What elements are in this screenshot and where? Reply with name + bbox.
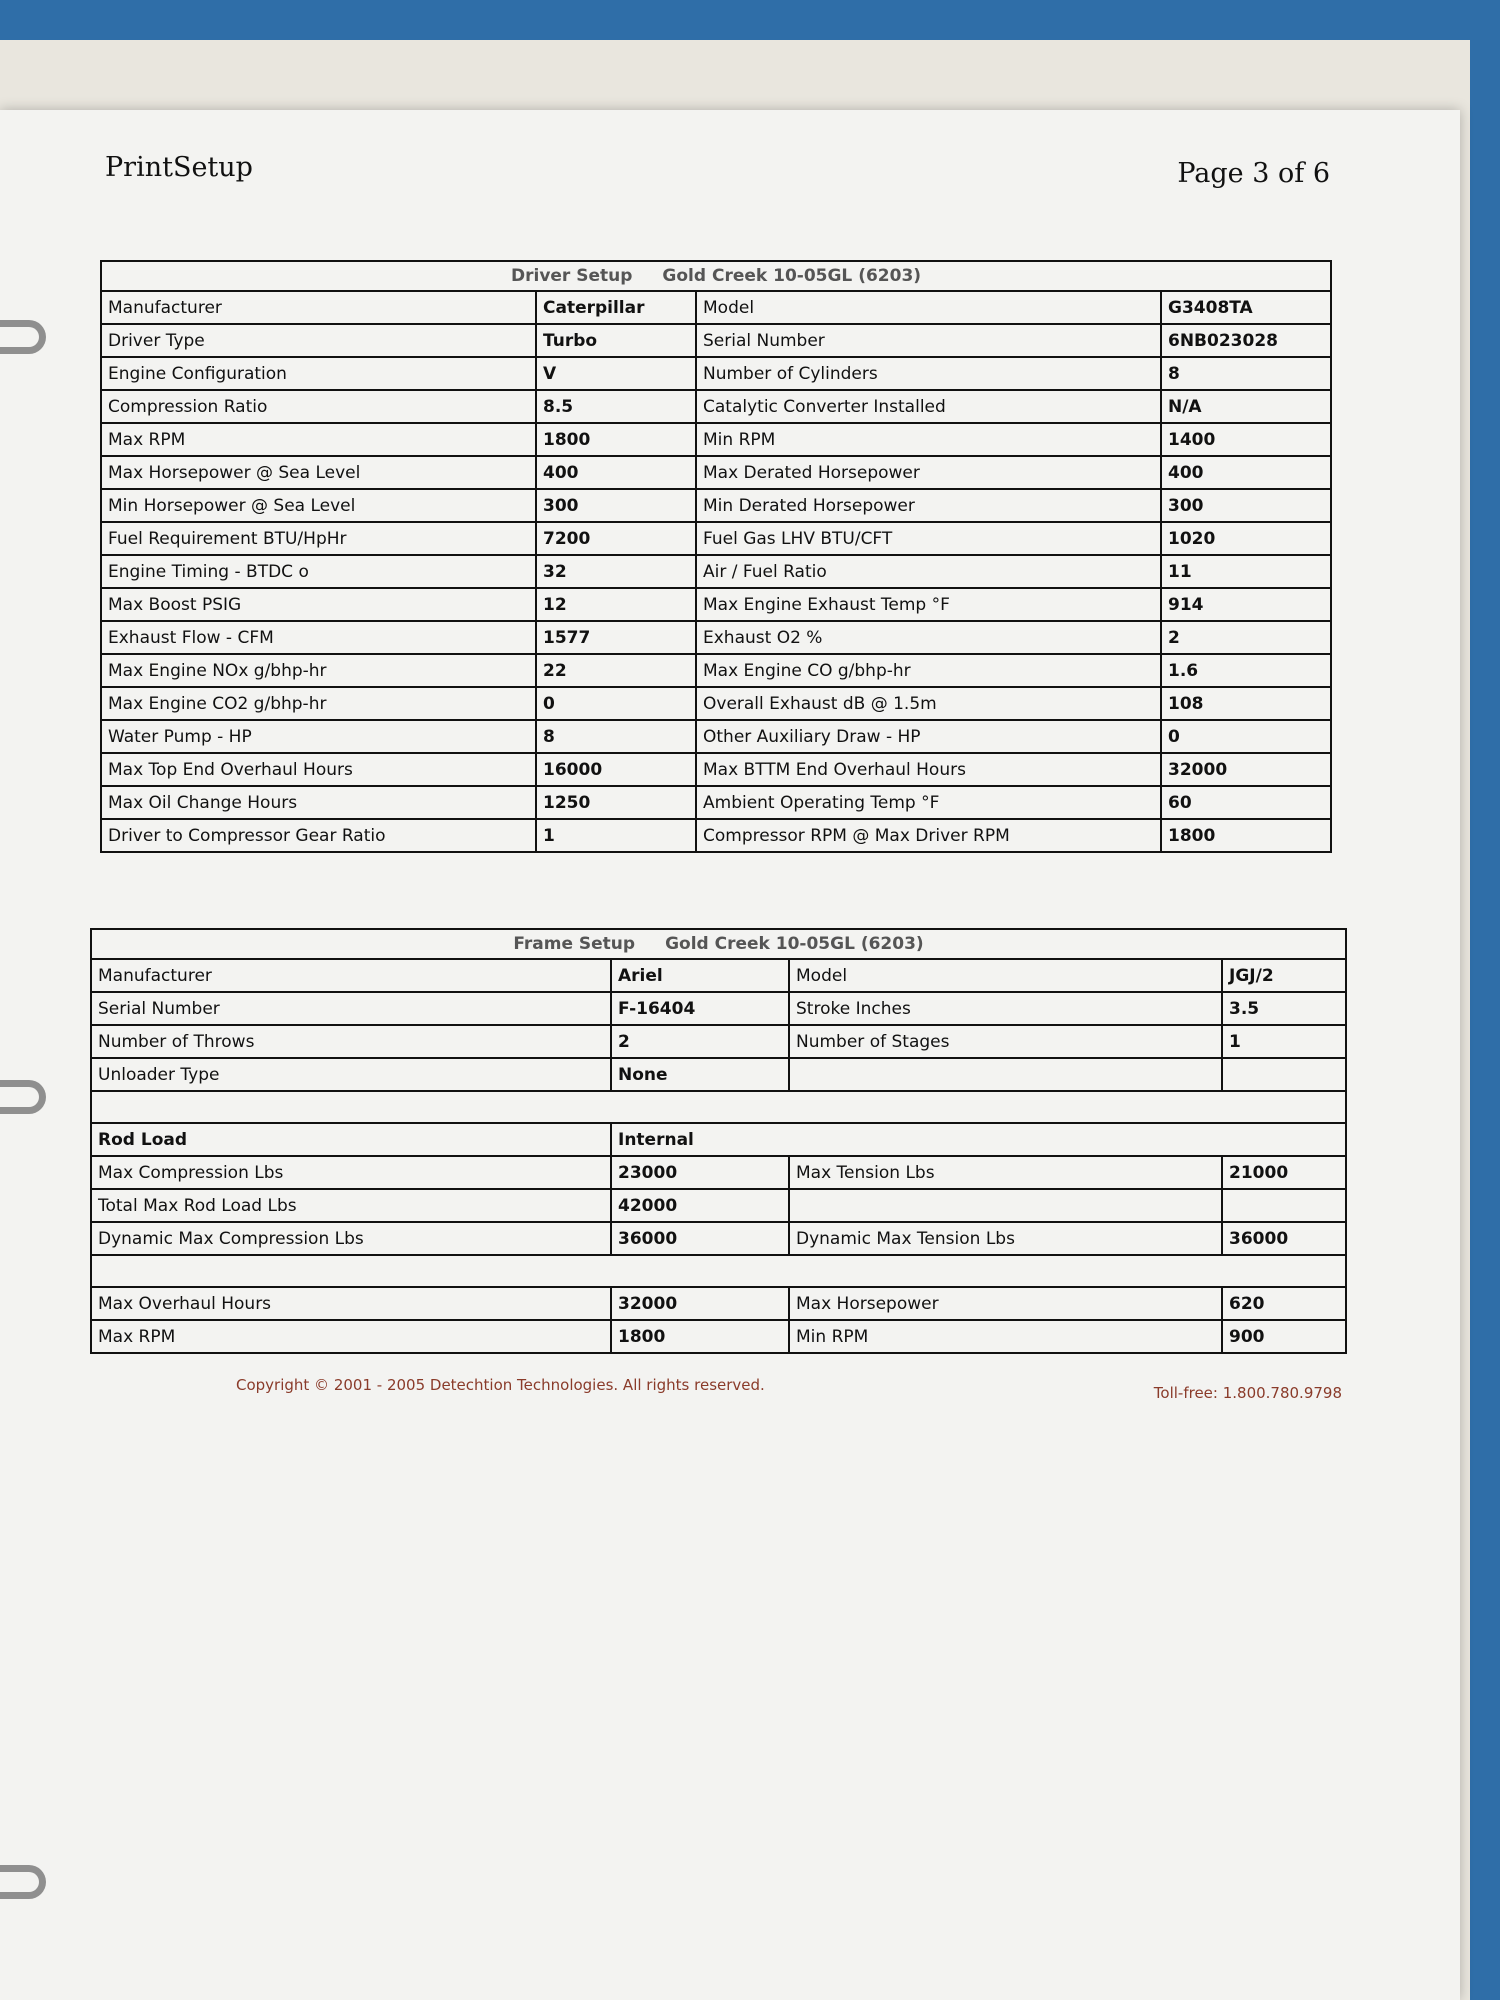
- table-row: [101, 555, 1331, 588]
- table-row: [91, 1287, 1346, 1320]
- table-row: [91, 1025, 1346, 1058]
- field-value: 108: [1161, 687, 1331, 720]
- field-label: Max BTTM End Overhaul Hours: [696, 753, 1161, 786]
- field-value: 16000: [536, 753, 696, 786]
- field-value: 11: [1161, 555, 1331, 588]
- field-value: 1.6: [1161, 654, 1331, 687]
- field-value: 32000: [1161, 753, 1331, 786]
- table-row: [91, 1189, 1346, 1222]
- table-row: [101, 423, 1331, 456]
- field-label: Manufacturer: [101, 291, 536, 324]
- table-row: [101, 291, 1331, 324]
- field-label: Max Horsepower @ Sea Level: [101, 456, 536, 489]
- field-value: Ariel: [611, 959, 789, 992]
- field-label: Max RPM: [101, 423, 536, 456]
- field-label: Max Engine Exhaust Temp °F: [696, 588, 1161, 621]
- field-value: 8.5: [536, 390, 696, 423]
- field-value: 42000: [611, 1189, 789, 1222]
- table-row: [91, 1320, 1346, 1353]
- field-value: 2: [611, 1025, 789, 1058]
- field-label: Fuel Gas LHV BTU/CFT: [696, 522, 1161, 555]
- page-number: Page 3 of 6: [1177, 158, 1330, 189]
- table-row: [101, 654, 1331, 687]
- binder-ring-top: [0, 320, 46, 354]
- field-value: 1020: [1161, 522, 1331, 555]
- field-label: Max Engine CO2 g/bhp-hr: [101, 687, 536, 720]
- field-label: Fuel Requirement BTU/HpHr: [101, 522, 536, 555]
- toll-free-phone: Toll-free: 1.800.780.9798: [1153, 1384, 1342, 1402]
- table-row: [101, 324, 1331, 357]
- field-value: 60: [1161, 786, 1331, 819]
- binder-ring-middle: [0, 1080, 46, 1114]
- field-label: Model: [789, 959, 1222, 992]
- field-label: Number of Cylinders: [696, 357, 1161, 390]
- rod-load-heading-value: Internal: [611, 1123, 1346, 1156]
- field-label: Driver to Compressor Gear Ratio: [101, 819, 536, 852]
- field-value: None: [611, 1058, 789, 1091]
- field-value: [1222, 1058, 1346, 1091]
- table-row: [91, 1222, 1346, 1255]
- field-value: 300: [536, 489, 696, 522]
- rod-load-heading: Rod Load: [91, 1123, 611, 1156]
- binder-ring-bottom: [0, 1865, 46, 1899]
- field-value: 914: [1161, 588, 1331, 621]
- table-row: [101, 357, 1331, 390]
- field-value: 620: [1222, 1287, 1346, 1320]
- field-label: Max Boost PSIG: [101, 588, 536, 621]
- field-value: 3.5: [1222, 992, 1346, 1025]
- field-value: 2: [1161, 621, 1331, 654]
- table-row: [91, 1058, 1346, 1091]
- field-label: Max Compression Lbs: [91, 1156, 611, 1189]
- field-label: Exhaust Flow - CFM: [101, 621, 536, 654]
- rod-load-heading-row: [91, 1123, 1346, 1156]
- field-label: Engine Timing - BTDC o: [101, 555, 536, 588]
- table-row: [101, 753, 1331, 786]
- frame-setup-table: [90, 928, 1347, 1354]
- field-label: Serial Number: [91, 992, 611, 1025]
- copyright-notice: Copyright © 2001 - 2005 Detechtion Technologies. All rights reserved.: [236, 1376, 765, 1394]
- field-value: 32: [536, 555, 696, 588]
- field-value: 7200: [536, 522, 696, 555]
- field-label: Number of Throws: [91, 1025, 611, 1058]
- field-value: 21000: [1222, 1156, 1346, 1189]
- field-label: Exhaust O2 %: [696, 621, 1161, 654]
- frame-setup-site: Gold Creek 10-05GL (6203): [665, 934, 924, 954]
- field-label: Catalytic Converter Installed: [696, 390, 1161, 423]
- field-value: N/A: [1161, 390, 1331, 423]
- driver-setup-body: [101, 291, 1331, 852]
- field-label: Max Engine NOx g/bhp-hr: [101, 654, 536, 687]
- spacer-row: [91, 1255, 1346, 1287]
- frame-setup-title: Frame Setup: [513, 934, 636, 954]
- frame-setup-title-row: [91, 929, 1346, 959]
- field-value: 1400: [1161, 423, 1331, 456]
- field-value: Turbo: [536, 324, 696, 357]
- field-value: Caterpillar: [536, 291, 696, 324]
- table-row: [101, 786, 1331, 819]
- page-header-title: PrintSetup: [105, 152, 253, 183]
- field-value: V: [536, 357, 696, 390]
- field-value: 6NB023028: [1161, 324, 1331, 357]
- field-label: Min RPM: [696, 423, 1161, 456]
- table-row: [101, 687, 1331, 720]
- field-value: 1577: [536, 621, 696, 654]
- field-value: 300: [1161, 489, 1331, 522]
- table-row: [101, 720, 1331, 753]
- field-value: 0: [1161, 720, 1331, 753]
- field-label: Serial Number: [696, 324, 1161, 357]
- table-row: [101, 489, 1331, 522]
- driver-setup-title-row: [101, 261, 1331, 291]
- spacer-row: [91, 1091, 1346, 1123]
- field-value: 32000: [611, 1287, 789, 1320]
- field-label: Overall Exhaust dB @ 1.5m: [696, 687, 1161, 720]
- field-label: Ambient Operating Temp °F: [696, 786, 1161, 819]
- field-value: 36000: [611, 1222, 789, 1255]
- field-value: 22: [536, 654, 696, 687]
- field-value: [1222, 1189, 1346, 1222]
- table-row: [101, 621, 1331, 654]
- field-value: 1800: [1161, 819, 1331, 852]
- field-value: JGJ/2: [1222, 959, 1346, 992]
- field-value: 8: [1161, 357, 1331, 390]
- field-value: 900: [1222, 1320, 1346, 1353]
- field-label: Stroke Inches: [789, 992, 1222, 1025]
- field-value: 400: [1161, 456, 1331, 489]
- field-label: Max Engine CO g/bhp-hr: [696, 654, 1161, 687]
- field-value: 8: [536, 720, 696, 753]
- field-label: Total Max Rod Load Lbs: [91, 1189, 611, 1222]
- field-label: Engine Configuration: [101, 357, 536, 390]
- field-label: Max Horsepower: [789, 1287, 1222, 1320]
- field-value: F-16404: [611, 992, 789, 1025]
- field-label: [789, 1189, 1222, 1222]
- field-label: Model: [696, 291, 1161, 324]
- field-value: 1: [1222, 1025, 1346, 1058]
- driver-setup-table: [100, 260, 1332, 853]
- table-row: [101, 522, 1331, 555]
- table-row: [91, 1156, 1346, 1189]
- table-row: [101, 390, 1331, 423]
- field-label: Water Pump - HP: [101, 720, 536, 753]
- field-value: 1800: [611, 1320, 789, 1353]
- table-row: [101, 819, 1331, 852]
- field-label: Number of Stages: [789, 1025, 1222, 1058]
- table-row: [101, 456, 1331, 489]
- field-label: Dynamic Max Compression Lbs: [91, 1222, 611, 1255]
- field-value: 1250: [536, 786, 696, 819]
- frame-limits-body: [91, 1287, 1346, 1353]
- field-label: Manufacturer: [91, 959, 611, 992]
- field-label: Compression Ratio: [101, 390, 536, 423]
- field-label: Driver Type: [101, 324, 536, 357]
- field-value: 23000: [611, 1156, 789, 1189]
- driver-setup-site: Gold Creek 10-05GL (6203): [662, 266, 922, 286]
- field-label: Unloader Type: [91, 1058, 611, 1091]
- field-label: Max Overhaul Hours: [91, 1287, 611, 1320]
- field-label: Max RPM: [91, 1320, 611, 1353]
- table-row: [91, 959, 1346, 992]
- table-row: [91, 992, 1346, 1025]
- field-label: Min RPM: [789, 1320, 1222, 1353]
- field-value: 1: [536, 819, 696, 852]
- driver-setup-title: Driver Setup: [511, 266, 633, 286]
- field-label: Dynamic Max Tension Lbs: [789, 1222, 1222, 1255]
- field-label: Max Oil Change Hours: [101, 786, 536, 819]
- field-value: 0: [536, 687, 696, 720]
- field-value: 400: [536, 456, 696, 489]
- rod-load-body: [91, 1156, 1346, 1255]
- field-label: Compressor RPM @ Max Driver RPM: [696, 819, 1161, 852]
- field-label: Other Auxiliary Draw - HP: [696, 720, 1161, 753]
- field-label: Max Top End Overhaul Hours: [101, 753, 536, 786]
- frame-setup-body: [91, 959, 1346, 1091]
- field-label: Min Horsepower @ Sea Level: [101, 489, 536, 522]
- field-label: Air / Fuel Ratio: [696, 555, 1161, 588]
- field-label: [789, 1058, 1222, 1091]
- field-label: Min Derated Horsepower: [696, 489, 1161, 522]
- field-value: 36000: [1222, 1222, 1346, 1255]
- field-label: Max Tension Lbs: [789, 1156, 1222, 1189]
- field-value: 1800: [536, 423, 696, 456]
- field-label: Max Derated Horsepower: [696, 456, 1161, 489]
- table-row: [101, 588, 1331, 621]
- field-value: G3408TA: [1161, 291, 1331, 324]
- field-value: 12: [536, 588, 696, 621]
